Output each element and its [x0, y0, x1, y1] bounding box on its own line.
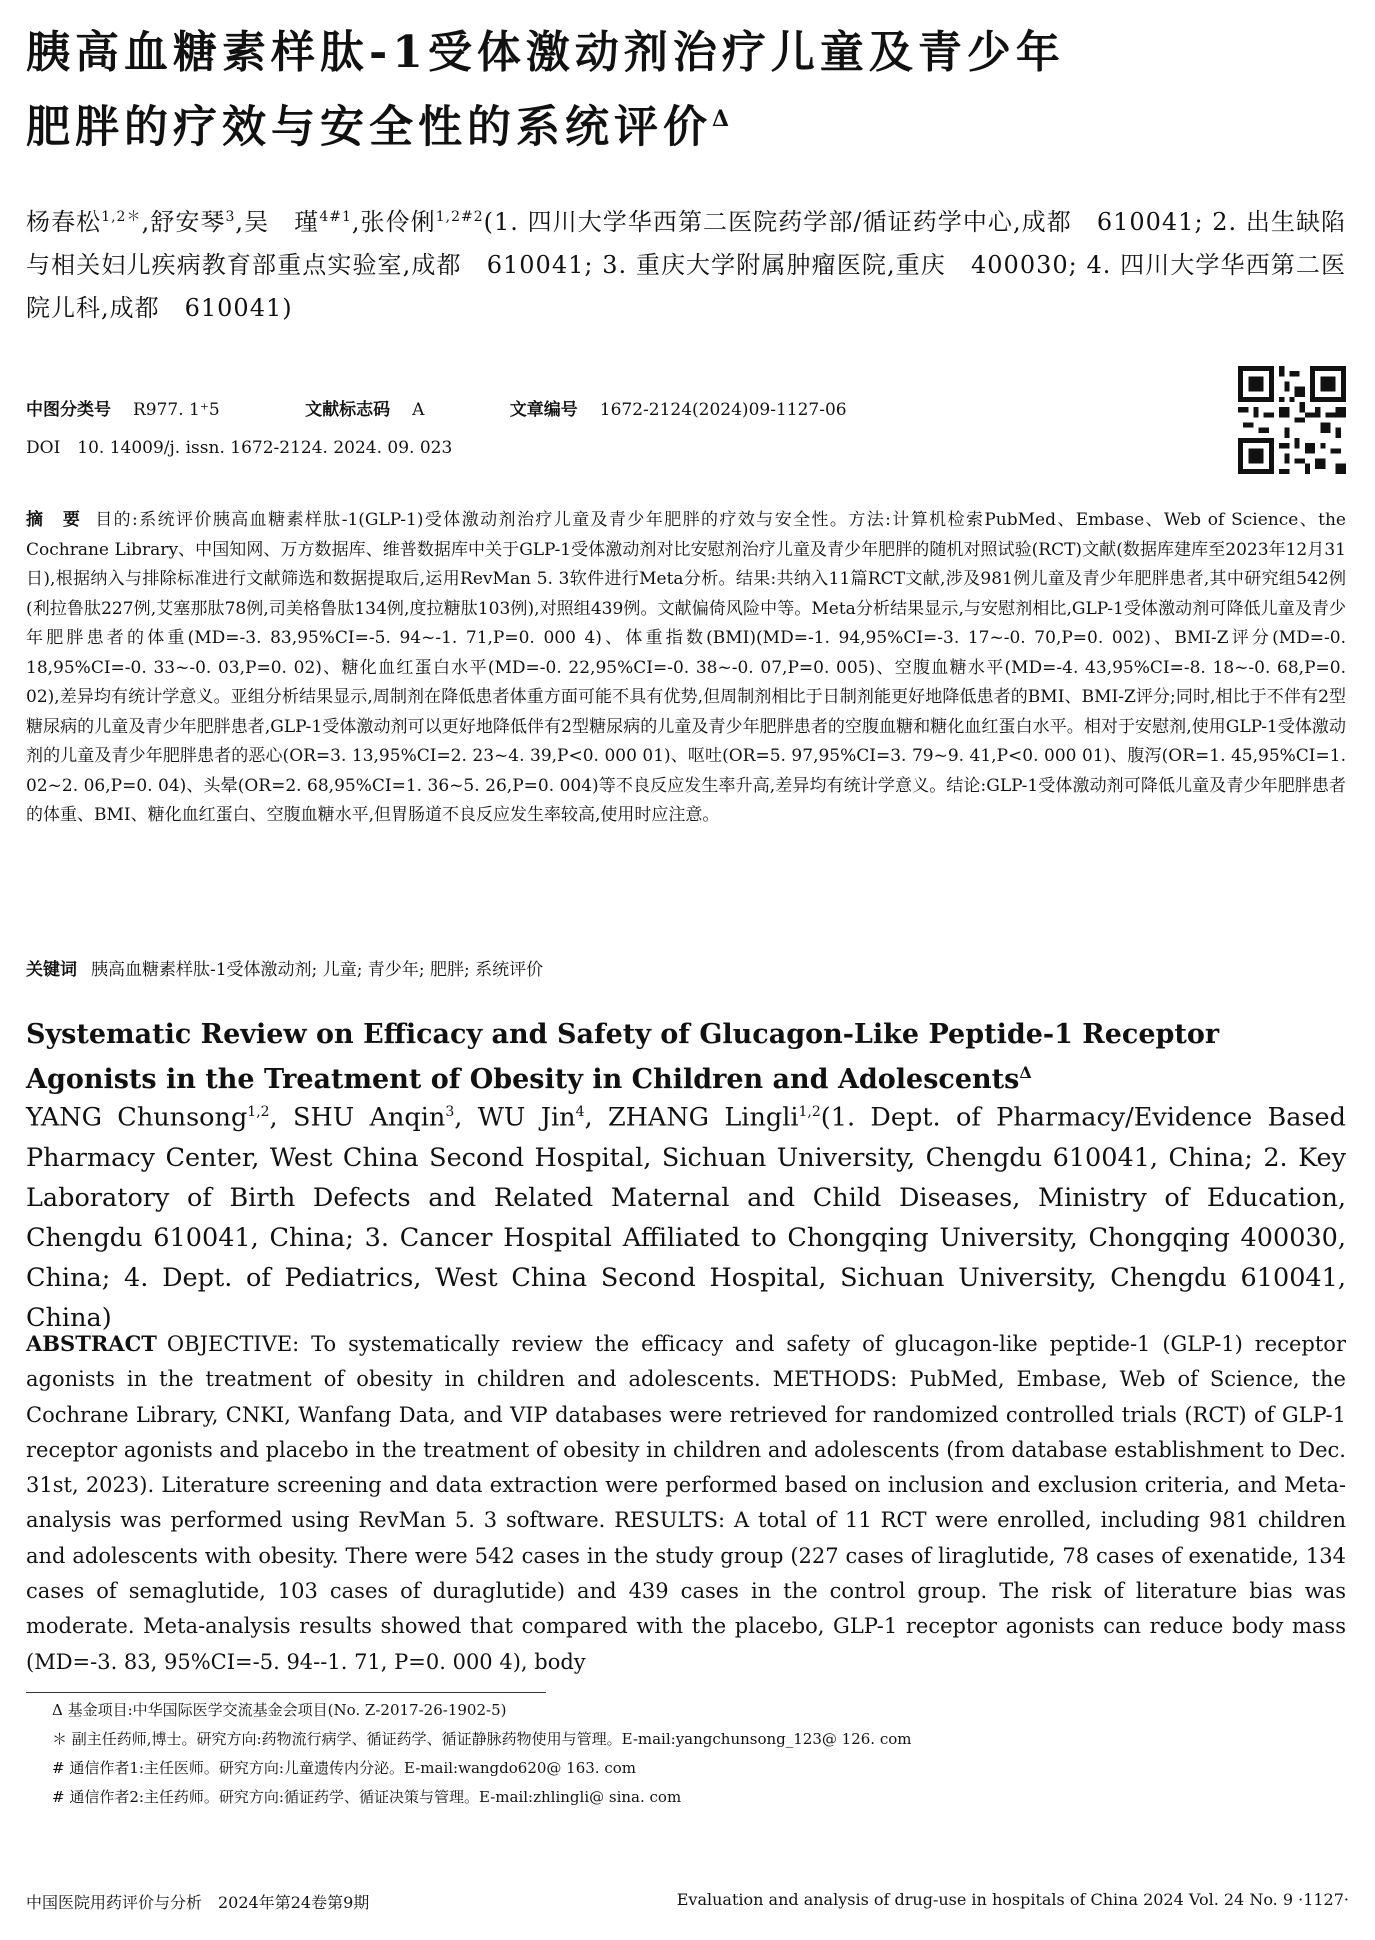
- qr-code-icon[interactable]: [1238, 366, 1346, 474]
- author-name: 杨春松: [26, 208, 102, 236]
- footnote-first-author: ＊ 副主任药师,博士。研究方向:药物流行病学、循证药学、循证静脉药物使用与管理。E-mail:yangchunsong_123@ 126. com: [52, 1730, 912, 1748]
- doc-code-label: 文献标志码: [305, 400, 391, 420]
- author-sup: 1,2: [798, 1104, 821, 1120]
- author-name: ,张伶俐: [351, 208, 436, 236]
- author-name: , ZHANG Lingli: [584, 1102, 799, 1133]
- abstract-en-text: OBJECTIVE: To systematically review the efficacy and safety of glucagon-like peptide-1 (GLP-1) receptor agonists in the treatment of obesity in children and adolescents. METHODS: PubMed, Embase, Web of Science, the Cochrane Library, CNKI, Wanfang Data, and VIP databases were retrieved for randomized controlled trials (RCT) of GLP-1 receptor agonists and placebo in the treatment of obesity in children and adolescents (from database establishment to Dec. 31st, 2023). Literature screening and data extraction were performed based on inclusion and exclusion criteria, and Meta-analysis was performed using RevMan 5. 3 software. RESULTS: A total of 11 RCT were enrolled, including 981 children and adolescents with obesity. There were 542 cases in the study group (227 cases of liraglutide, 78 cases of exenatide, 134 cases of semaglutide, 103 cases of duraglutide) and 439 cases in the control group. The risk of literature bias was moderate. Meta-analysis results showed that compared with the placebo, GLP-1 receptor agonists can reduce body mass (MD=-3. 83, 95%CI=-5. 94--1. 71, P=0. 000 4), body: [26, 1332, 1346, 1674]
- title-line-1: 胰高血糖素样肽-1受体激动剂治疗儿童及青少年: [26, 27, 1065, 78]
- author-sup: 1,2: [247, 1104, 270, 1120]
- author-name: YANG Chunsong: [26, 1102, 248, 1133]
- footer-journal-en: Evaluation and analysis of drug-use in hospitals of China 2024 Vol. 24 No. 9 ·1127·: [676, 1890, 1349, 1909]
- doi: DOI 10. 14009/j. issn. 1672-2124. 2024. 09. 023: [26, 438, 453, 458]
- keywords-label: 关键词: [26, 960, 77, 980]
- author-block-cn: [26, 196, 1346, 330]
- author-name: ,舒安琴: [141, 208, 226, 236]
- author-sup: 3: [445, 1104, 455, 1120]
- title-line-2: 肥胖的疗效与安全性的系统评价: [26, 101, 712, 153]
- author-sup: 1,2#2: [435, 209, 484, 225]
- affiliations-en: (1. Dept. of Pharmacy/Evidence Based Pharmacy Center, West China Second Hospital, Sichuan University, Chengdu 610041, China; 2. Key Laboratory of Birth Defects and Related Maternal and Child Diseases, Ministry of Education, Chengdu 610041, China; 3. Cancer Hospital Affiliated to Chongqing University, Chongqing 400030, China; 4. Dept. of Pediatrics, West China Second Hospital, Sichuan University, Chengdu 610041, China): [26, 1102, 1346, 1333]
- abstract-cn: [26, 506, 1346, 831]
- footnote-corresponding-2: # 通信作者2:主任药师。研究方向:循证药学、循证决策与管理。E-mail:zhlingli@ sina. com: [52, 1788, 682, 1806]
- author-name: , SHU Anqin: [269, 1102, 446, 1133]
- author-sup: 1,2＊: [101, 209, 142, 225]
- english-title-text: Systematic Review on Efficacy and Safety of Glucagon-Like Peptide-1 Receptor Agonists in the Treatment of Obesity in Children and Adolescents: [26, 1019, 1220, 1095]
- author-name: ,吴 瑾: [235, 208, 320, 236]
- footer-journal-cn: 中国医院用药评价与分析 2024年第24卷第9期: [26, 1893, 370, 1912]
- keywords-cn: [26, 955, 543, 980]
- clc-value: R977. 1⁺5: [133, 400, 220, 420]
- article-no-value: 1672-2124(2024)09-1127-06: [599, 400, 847, 420]
- author-block-en: [26, 1092, 1346, 1338]
- author-name: , WU Jin: [454, 1102, 576, 1133]
- clc-label: 中图分类号: [26, 400, 111, 420]
- author-sup: 4#1: [319, 209, 352, 225]
- english-title-fund-mark: Δ: [1019, 1063, 1032, 1082]
- classification-row: [26, 395, 847, 420]
- abstract-en-label: ABSTRACT: [26, 1331, 157, 1356]
- abstract-cn-text: 目的:系统评价胰高血糖素样肽-1(GLP-1)受体激动剂治疗儿童及青少年肥胖的疗效与安全性。方法:计算机检索PubMed、Embase、Web of Science、the Cochrane Library、中国知网、万方数据库、维普数据库中关于GLP-1受体激动剂对比安慰剂治疗儿童及青少年肥胖的随机对照试验(RCT)文献(数据库建库至2023年12月31日),根据纳入与排除标准进行文献筛选和数据提取后,运用RevMan 5. 3软件进行Meta分析。结果:共纳入11篇RCT文献,涉及981例儿童及青少年肥胖患者,其中研究组542例(利拉鲁肽227例,艾塞那肽78例,司美格鲁肽134例,度拉糖肽103例),对照组439例。文献偏倚风险中等。Meta分析结果显示,与安慰剂相比,GLP-1受体激动剂可降低儿童及青少年肥胖患者的体重(MD=-3. 83,95%CI=-5. 94~-1. 71,P=0. 000 4)、体重指数(BMI)(MD=-1. 94,95%CI=-3. 17~-0. 70,P=0. 002)、BMI-Z评分(MD=-0. 18,95%CI=-0. 33~-0. 03,P=0. 02)、糖化血红蛋白水平(MD=-0. 22,95%CI=-0. 38~-0. 07,P=0. 005)、空腹血糖水平(MD=-4. 43,95%CI=-8. 18~-0. 68,P=0. 02),差异均有统计学意义。亚组分析结果显示,周制剂在降低患者体重方面可能不具有优势,但周制剂相比于日制剂能更好地降低患者的BMI、BMI-Z评分;同时,相比于不伴有2型糖尿病的儿童及青少年肥胖患者,GLP-1受体激动剂可以更好地降低伴有2型糖尿病的儿童及青少年肥胖患者的空腹血糖和糖化血红蛋白水平。相对于安慰剂,使用GLP-1受体激动剂的儿童及青少年肥胖患者的恶心(OR=3. 13,95%CI=2. 23~4. 39,P<0. 000 01)、呕吐(OR=5. 97,95%CI=3. 79~9. 41,P<0. 000 01)、腹泻(OR=1. 45,95%CI=1. 02~2. 06,P=0. 04)、头晕(OR=2. 68,95%CI=1. 36~5. 26,P=0. 004)等不良反应发生率升高,差异均有统计学意义。结论:GLP-1受体激动剂可降低儿童及青少年肥胖患者的体重、BMI、糖化血红蛋白、空腹血糖水平,但胃肠道不良反应发生率较高,使用时应注意。: [26, 510, 1346, 825]
- footnote-corresponding-1: # 通信作者1:主任医师。研究方向:儿童遗传内分泌。E-mail:wangdo620@ 163. com: [52, 1759, 636, 1777]
- title-fund-mark: Δ: [712, 106, 735, 132]
- author-sup: 3: [225, 209, 236, 225]
- doc-code-value: A: [412, 400, 425, 420]
- affiliations-cn: (1. 四川大学华西第二医院药学部/循证药学中心,成都 610041; 2. 出生缺陷与相关妇儿疾病教育部重点实验室,成都 610041; 3. 重庆大学附属肿瘤医院,重庆 400030; 4. 四川大学华西第二医院儿科,成都 610041): [26, 208, 1347, 322]
- footnote-divider: [26, 1692, 546, 1693]
- article-title: [26, 20, 1356, 161]
- keywords-text: 胰高血糖素样肽-1受体激动剂; 儿童; 青少年; 肥胖; 系统评价: [91, 960, 544, 980]
- article-no-label: 文章编号: [509, 400, 578, 420]
- footnote-fund: Δ 基金项目:中华国际医学交流基金会项目(No. Z-2017-26-1902-5): [52, 1701, 507, 1719]
- abstract-cn-label: 摘 要: [26, 510, 82, 530]
- author-sup: 4: [575, 1104, 585, 1120]
- english-title: [26, 1016, 1346, 1099]
- abstract-en: [26, 1326, 1346, 1680]
